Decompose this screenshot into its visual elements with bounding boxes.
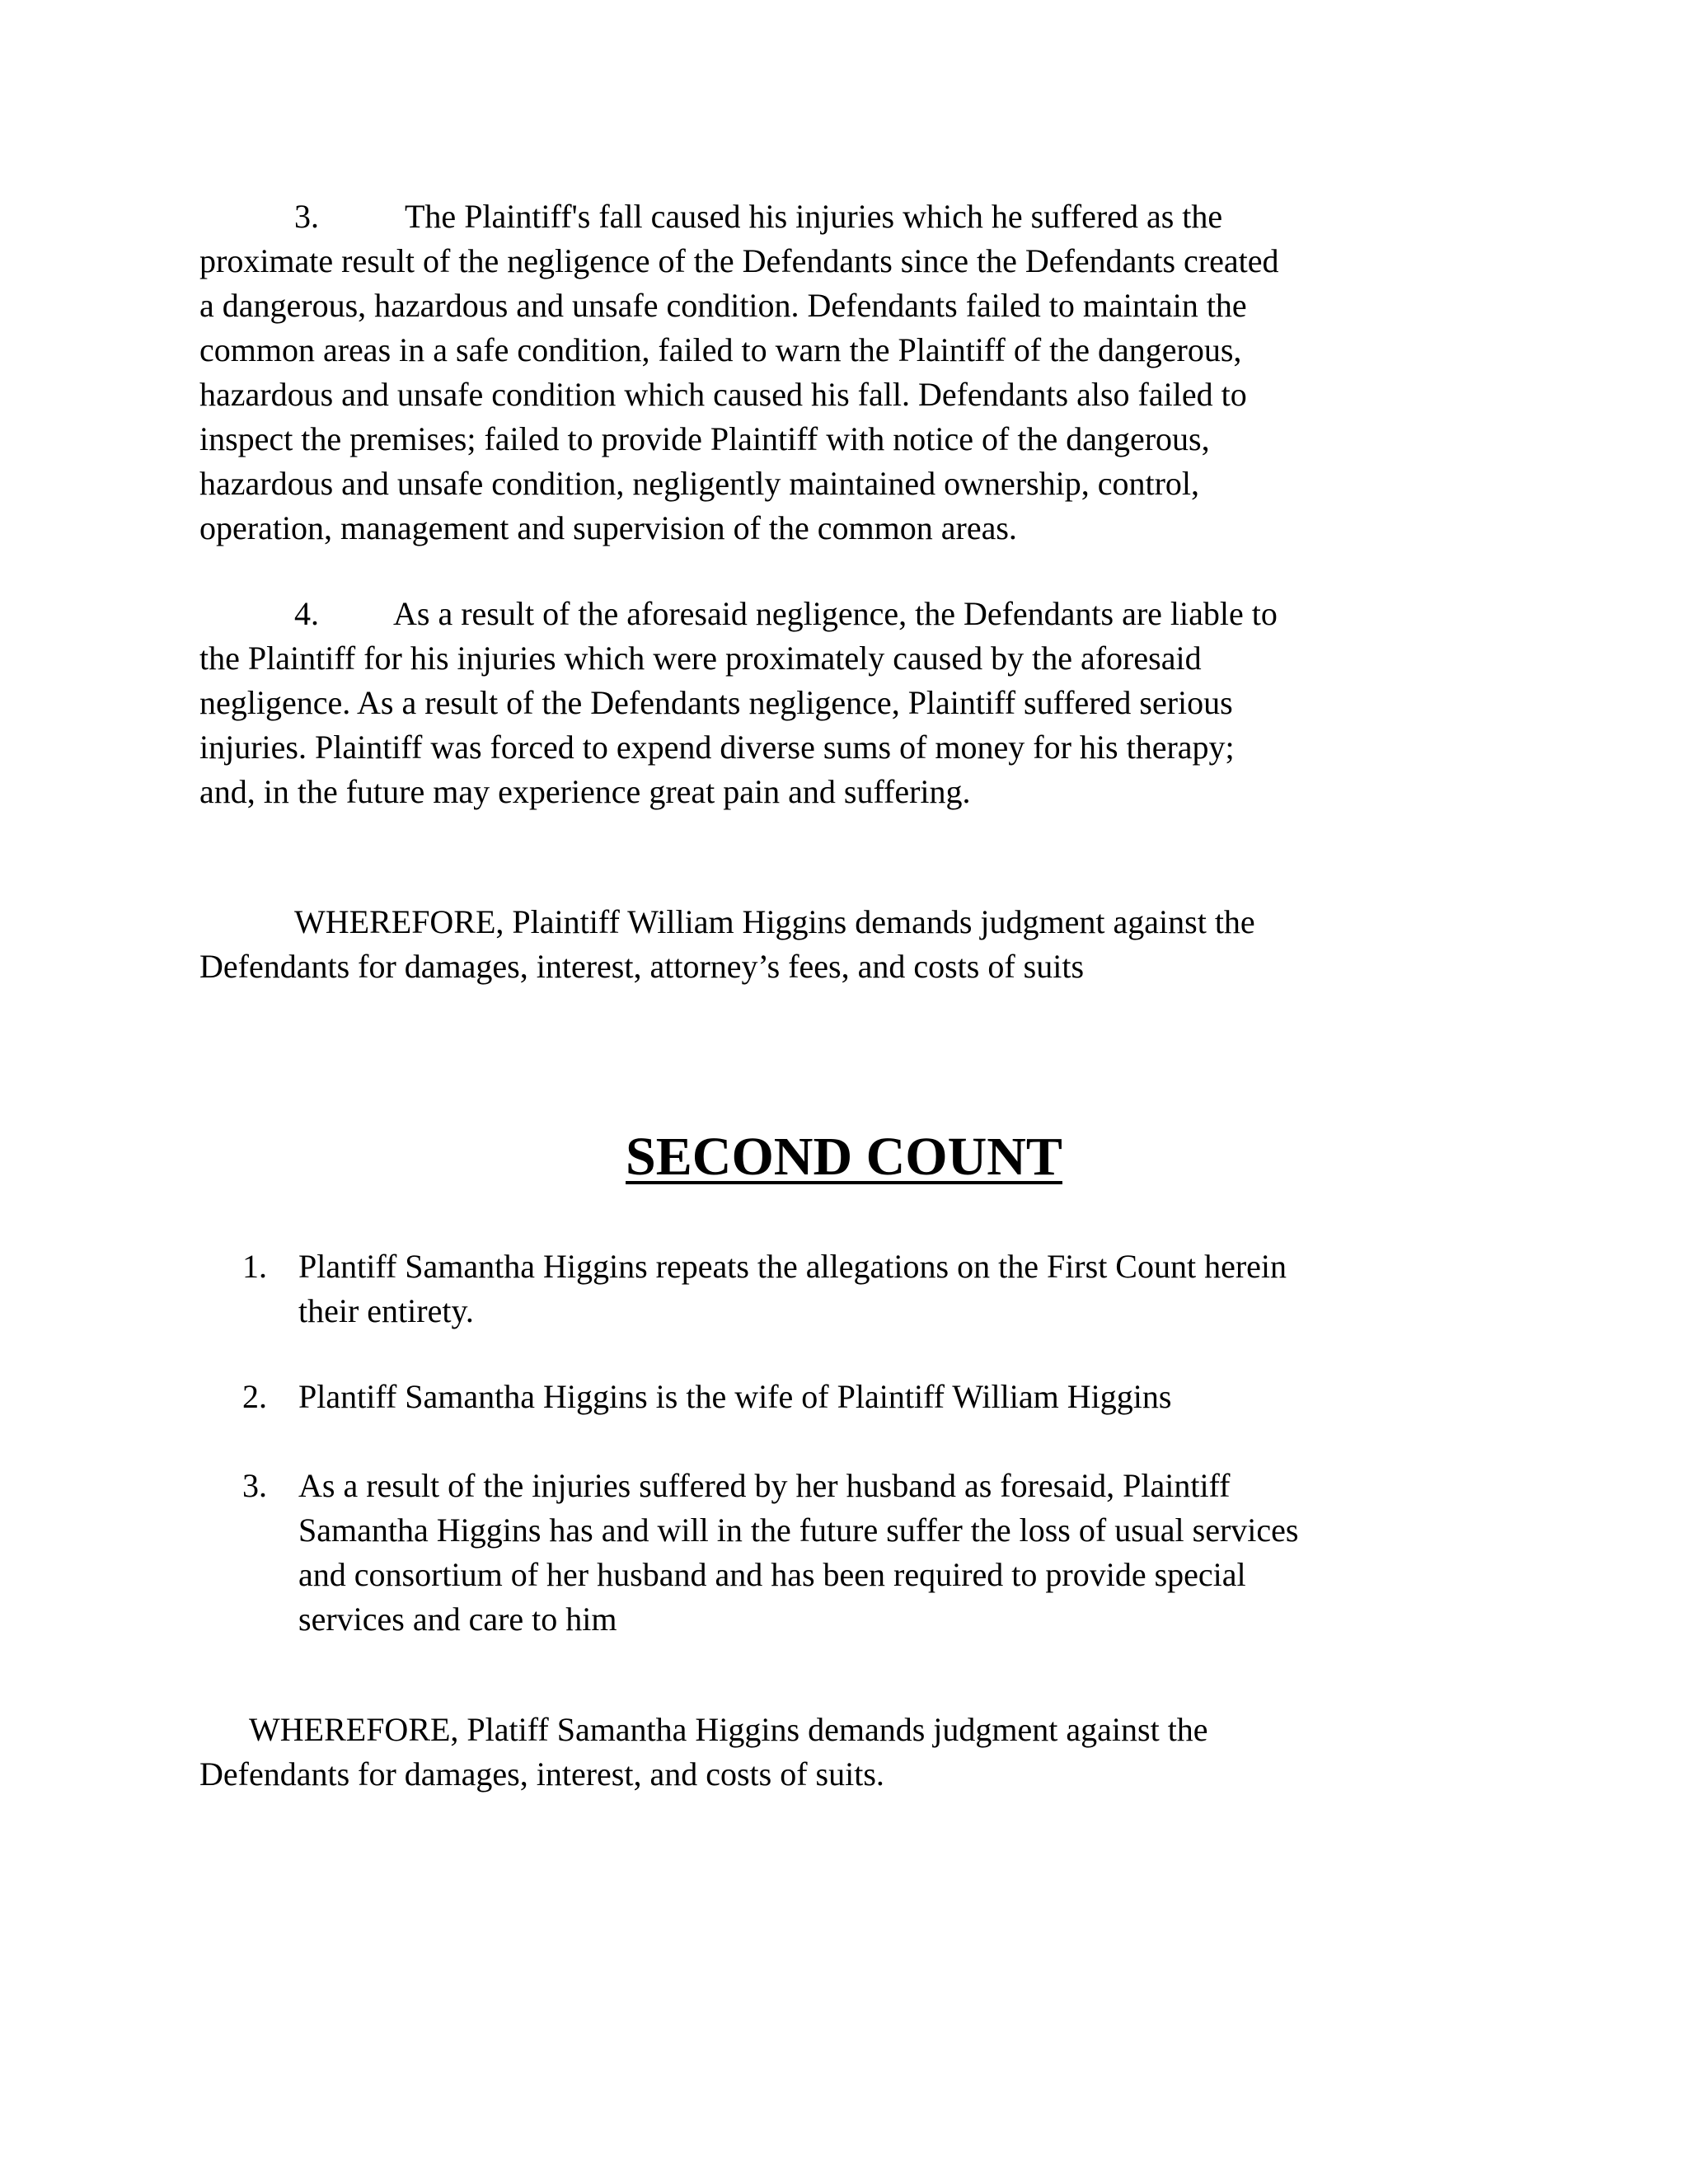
paragraph-3-line: a dangerous, hazardous and unsafe condition. Defendants failed to maintain the [199, 287, 1247, 324]
paragraph-3-line: inspect the premises; failed to provide Plaintiff with notice of the dangerous, [199, 420, 1210, 457]
list-item-line: Plantiff Samantha Higgins is the wife of Plaintiff William Higgins [298, 1378, 1172, 1415]
paragraph-4-line: negligence. As a result of the Defendants negligence, Plaintiff suffered serious [199, 684, 1233, 721]
paragraph-3-line: common areas in a safe condition, failed to warn the Plaintiff of the dangerous, [199, 331, 1242, 368]
list-item-line: Samantha Higgins has and will in the future suffer the loss of usual services [298, 1511, 1299, 1549]
paragraph-3-line: proximate result of the negligence of the Defendants since the Defendants created [199, 242, 1279, 279]
list-item-line: their entirety. [298, 1292, 474, 1329]
paragraph-3-number: 3. [294, 198, 319, 235]
second-count-wherefore [199, 1708, 1485, 1797]
paragraph-3 [199, 194, 1485, 551]
list-item-line: services and care to him [298, 1601, 617, 1638]
paragraph-3-line-1 [199, 194, 1485, 239]
paragraph-3-line: operation, management and supervision of the common areas. [199, 509, 1017, 546]
list-item-text [298, 1244, 1287, 1333]
paragraph-4-line: and, in the future may experience great pain and suffering. [199, 773, 971, 810]
list-item-line: Plantiff Samantha Higgins repeats the allegations on the First Count herein [298, 1248, 1287, 1285]
paragraph-3-line: hazardous and unsafe condition, negligently maintained ownership, control, [199, 465, 1200, 502]
paragraph-4-line: injuries. Plaintiff was forced to expend diverse sums of money for his therapy; [199, 729, 1235, 766]
paragraph-4-text: As a result of the aforesaid negligence, the Defendants are liable to [393, 595, 1278, 632]
wherefore-line: Defendants for damages, interest, attorney’s fees, and costs of suits [199, 948, 1085, 985]
list-item-number: 1. [242, 1248, 267, 1285]
first-count-wherefore [199, 900, 1485, 989]
wherefore-line: WHEREFORE, Plaintiff William Higgins demands judgment against the [294, 903, 1255, 940]
list-item-line: and consortium of her husband and has been required to provide special [298, 1556, 1246, 1593]
list-item-text [298, 1375, 1171, 1419]
section-heading: SECOND COUNT [626, 1127, 1062, 1187]
paragraph-4 [199, 592, 1485, 814]
list-item-number: 3. [242, 1467, 267, 1504]
paragraph-4-line: the Plaintiff for his injuries which were proximately caused by the aforesaid [199, 640, 1202, 677]
paragraph-4-number: 4. [294, 595, 319, 632]
list-item-text [298, 1464, 1298, 1642]
paragraph-4-line-1 [199, 592, 1485, 636]
wherefore-line: WHEREFORE, Platiff Samantha Higgins demands judgment against the [249, 1711, 1208, 1748]
list-item-number: 2. [242, 1378, 267, 1415]
paragraph-3-text: The Plaintiff's fall caused his injuries which he suffered as the [405, 198, 1223, 235]
paragraph-3-line: hazardous and unsafe condition which caused his fall. Defendants also failed to [199, 376, 1247, 413]
list-item-line: As a result of the injuries suffered by her husband as foresaid, Plaintiff [298, 1467, 1231, 1504]
wherefore-line: Defendants for damages, interest, and costs of suits. [199, 1755, 884, 1793]
